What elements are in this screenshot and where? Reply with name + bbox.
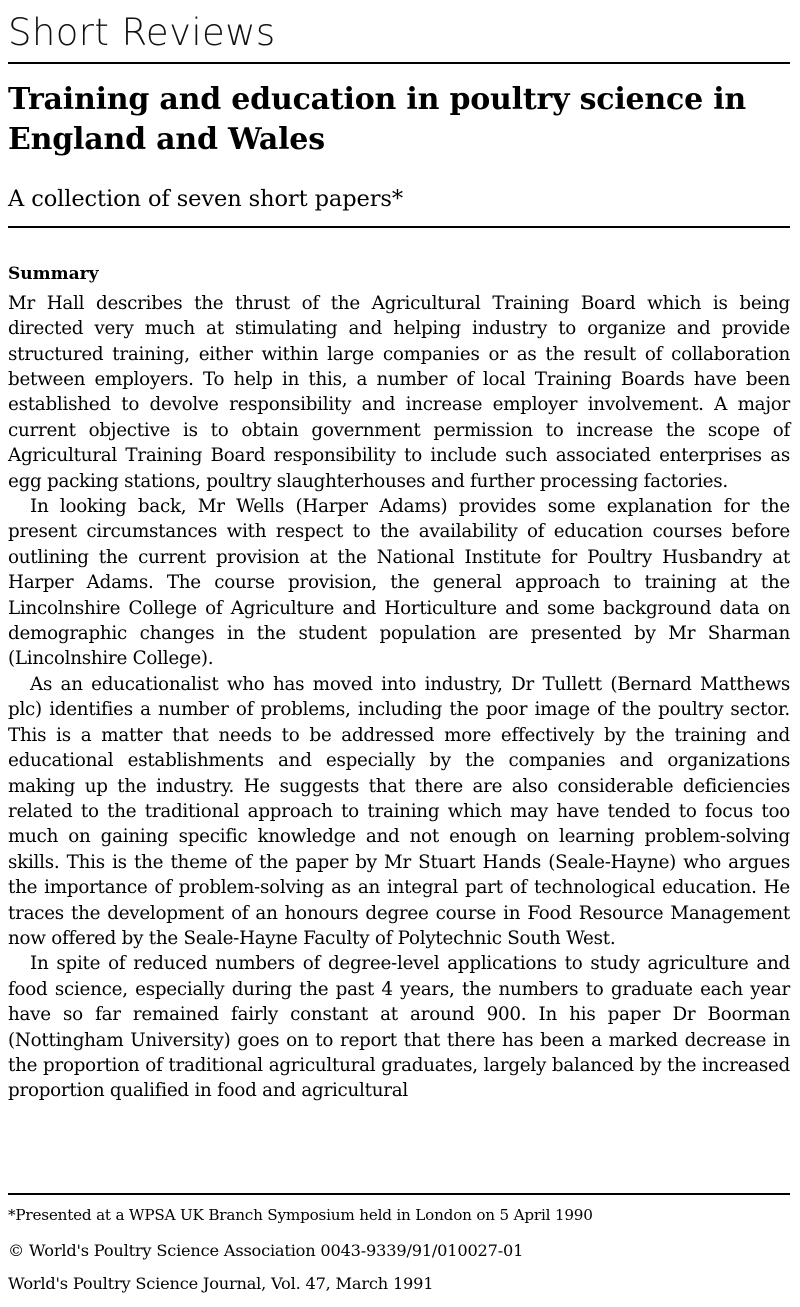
page-title: Training and education in poultry science in England and Wales [8,82,747,157]
footnote-presented-at: *Presented at a WPSA UK Branch Symposium held in London on 5 April 1990 [8,1205,593,1224]
page-subtitle: A collection of seven short papers* [8,185,403,212]
summary-heading: Summary [8,263,99,284]
copyright-notice: © World's Poultry Science Association 0043-9339/91/010027-01 [8,1241,524,1261]
summary-paragraph: In spite of reduced numbers of degree-level applications to study agriculture and food science, especially during the past 4 years, the numbers to graduate each year have so far remained fairly constant at around 900. In his paper Dr Boorman (Nottingham University) goes on to report that there has been a marked decrease in the proportion of traditional agricultural graduates, largely balanced by the increased proportion qualified in food and agricultural [8,953,790,1102]
summary-paragraph: In looking back, Mr Wells (Harper Adams) provides some explanation for the present circumstances with respect to the availability of education courses before outlining the current provision at the National Institute for Poultry Husbandry at Harper Adams. The course provision, the general approach to training at the Lincolnshire College of Agriculture and Horticulture and some background data on demographic changes in the student population are presented by Mr Sharman (Lincolnshire College). [8,496,790,670]
summary-paragraph: As an educationalist who has moved into industry, Dr Tullett (Bernard Matthews plc) identifies a number of problems, including the poor image of the poultry sector. This is a matter that needs to be addressed more effectively by the training and educational establishments and especially by the companies and organizations making up the industry. He suggests that there are also considerable deficiencies related to the traditional approach to training which may have tended to focus too much on gaining specific knowledge and not enough on learning problem-solving skills. This is the theme of the paper by Mr Stuart Hands (Seale-Hayne) who argues the importance of problem-solving as an integral part of technological education. He traces the development of an honours degree course in Food Resource Management now offered by the Seale-Hayne Faculty of Polytechnic South West. [8,673,790,949]
title-divider [8,226,790,228]
header-divider [8,62,790,64]
summary-paragraph: Mr Hall describes the thrust of the Agricultural Training Board which is being directed very much at stimulating and helping industry to organize and provide structured training, either within large companies or as the result of collaboration between employers. To help in this, a number of local Training Boards have been established to devolve responsibility and increase employer involvement. A major current objective is to obtain government permission to increase the scope of Agricultural Training Board responsibility to include such associated enterprises as egg packing stations, poultry slaughterhouses and further processing factories. [8,292,790,492]
page-content [8,0,790,1104]
journal-citation: World's Poultry Science Journal, Vol. 47, March 1991 [8,1273,434,1293]
running-head: Short Reviews [8,11,276,54]
page-footer [8,1193,790,1307]
footer-divider [8,1193,790,1195]
